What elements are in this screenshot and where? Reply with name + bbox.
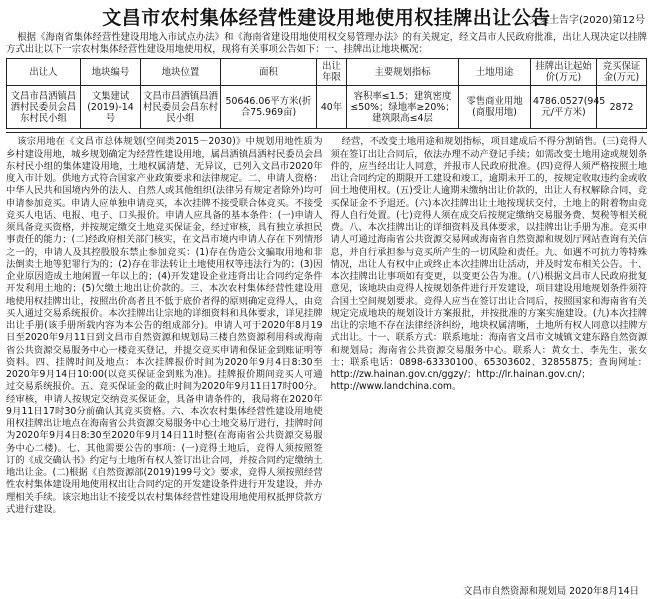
cell-deposit: 2872 [597, 86, 647, 129]
cell-grantor: 文昌市昌洒镇昌洒村民委员会昌东村民小组 [7, 86, 81, 129]
divider [6, 132, 647, 133]
table-header-cell: 挂牌出让起始价(万元) [531, 59, 597, 86]
right-column [331, 136, 648, 596]
header [6, 4, 647, 30]
body-paragraph: 该宗用地在《文昌市总体规划(空间类2015－2030)》中规划用地性质为乡村建设用地，城乡规划确定为经营性建设用地，属昌洒镇昌洒村民委员会昌东村民小组的集体建设用地，土地权属清楚、无异议，已列入文昌市2020年度入市计划。供地方式符合国家产业政策要求和法律规定。二、申请人资格：中华人民共和国境内外的法人、自然人或其他组织(法律另有规定者除外)均可申请参加竞买。申请人应单独申请竞买，本次挂牌不接受联合体竞买。不接受竞买人电话、电报、电子、口头报价。申请人应具备的基本条件：(一)申请人须具备竞买资格，并按规定缴交土地竞买保证金，经过审核，具有独立承担民事责任的能力；(二)经政府相关部门核实，在文昌市境内申请人存在下列情形之一的，申请人及其控股股东禁止参加竞买：(1)存在伪造公文骗取用地和非法倒卖土地等犯罪行为的；(2)存在非法转让土地使用权等违法行为的；(3)因企业原因造成土地闲置一年以上的；(4)开发建设企业违背出让合同约定条件开发利用土地的；(5)欠缴土地出让价款的。三、本次农村集体经营性建设用地使用权挂牌出让，按照出价高者且不低于底价者得的原则确定竞得人，由竞买人通过交易系统报价。本次挂牌出让宗地的详细资料和具体要求，详见挂牌出让手册(该手册所载内容为本公告的组成部分)。申请人可于2020年8月19日至2020年9月11日到文昌市自然资源和规划局三楼自然资源利用科或海南省公共资源交易服务中心一楼竞买登记，并提交竞买申请和保证金到账证明等资料。四、挂牌时间及地点：本次挂牌报价时间为2020年9月4日8:30至2020年9月14日10:00(以竞买保证金到账为准)。挂牌报价期间竞买人可通过交易系统报价。五、竞买保证金的截止时间为2020年9月11日17时00分。经审核，申请人按规定交纳竞买保证金，具备申请条件的，我局将在2020年9月11日17时30分前确认其竞买资格。六、本次农村集体经营性建设用地使用权挂牌出让地点在海南省公共资源交易服务中心土地交易厅进行，挂牌时间为2020年9月4日8:30至2020年9月14日11时整(在海南省公共资源交易服务中心二楼)。七、其他需要公告的事项：(一)竞得土地后，竞得人须按照签订的《成交确认书》约定与土地所有权人签订出让合同，并按合同约定缴纳土地出让金。(二)根据《自然资源部(2019)199号文》要求，竞得人须按照经营性农村集体建设用地使用权出让合同约定的开发建设条件进行开发建设，并办理相关手续。该宗地出让不接受以农村集体经营性建设用地使用权抵押贷款方式进行建设。 [6, 136, 323, 515]
body-columns [6, 136, 647, 596]
left-column [6, 136, 323, 596]
notice-number: 文集土告字(2020)第12号 [529, 15, 645, 26]
table-header-cell: 主要规划指标 [347, 59, 459, 86]
cell-area: 50646.06平方米(折合75.969亩) [221, 86, 317, 129]
signature-footer: 文昌市自然资源和规划局 2020年8月14日 [463, 586, 639, 597]
cell-parcel-code: 文集建试(2019)-14号 [81, 86, 141, 129]
intro-paragraph: 根据《海南省集体经营性建设用地入市试点办法》和《海南省建设用地使用权交易管理办法》的有关规定，经文昌市人民政府批准，出让人现决定以挂牌方式出让以下一宗农村集体经营性建设用地使用权，现将有关事项公告如下：一、挂牌出让地块概况： [6, 32, 647, 56]
cell-start-price: 4786.0527(945元/平方米) [531, 86, 597, 129]
body-paragraph: 经营，不改变土地用途和规划指标，项目建成后不得分割销售。(三)竞得人须在签订出让合同后，依法办理不动产登记手续；如需改变土地用途或规划条件的，应当经出让人同意，并报市人民政府批准。(四)竞得人须严格按照土地出让合同约定的期限开工建设和竣工，逾期未开工的，按规定收取违约金或收回土地使用权。(五)受让人逾期未缴纳出让价款的，出让人有权解除合同，竞买保证金不予退还。(六)本次挂牌出让土地按现状交付，土地上的附着物由竞得人自行处置。(七)竞得人须在成交后按规定缴纳交易服务费、契税等相关税费。八、本次挂牌出让的详细资料及具体要求，以挂牌出让手册为准。竞买申请人可通过海南省公共资源交易网或海南省自然资源和规划厅网站查询有关信息，并自行承担参与竞买所产生的一切风险和责任。九、如遇不可抗力等特殊情况，出让人有权中止或终止本次挂牌出让活动，并及时发布相关公告。十、本次挂牌出让事项如有变更，以变更公告为准。(八)根据文昌市人民政府批复意见，该地块由竞得人按规划条件进行开发建设，项目建设用地规划条件须符合国土空间规划要求。竞得人应当在签订出让合同后，按照国家和海南省有关规定完成地块的规划设计方案报批，并按批准的方案实施建设。(九)本次挂牌出让的宗地不存在法律经济纠纷，地块权属清晰，土地所有权人同意以挂牌方式出让。十一、联系方式：联系地址：海南省文昌市文城镇文建东路自然资源和规划局；海南省公共资源交易服务中心。联系人：黄女士、李先生、张女士；联系电话：0898-63330100、65303602、32855875；查询网址：http://zw.hainan.gov.cn/ggzy/；http://lr.hainan.gov.cn/；http://www.landchina.com。 [330, 136, 647, 393]
cell-planning-indicators: 容积率≤1.5；建筑密度≤50%；绿地率≥20%；建筑限高≤4层 [347, 86, 459, 129]
table-header-cell: 土地用途 [459, 59, 531, 86]
table-header-cell: 地块编号 [81, 59, 141, 86]
table-row [7, 86, 647, 129]
parcel-table [6, 58, 647, 129]
cell-term: 40年 [317, 86, 347, 129]
page-title: 文昌市农村集体经营性建设用地使用权挂牌出让公告 [102, 7, 551, 29]
table-header-cell: 面积 [221, 59, 317, 86]
table-header-cell: 出让人 [7, 59, 81, 86]
table-header-cell: 出让年限 [317, 59, 347, 86]
table-header-cell: 竞买保证金(万元) [597, 59, 647, 86]
table-header-row [7, 59, 647, 86]
cell-location: 文昌市昌洒镇昌洒村民委员会昌东村民小组 [141, 86, 221, 129]
table-header-cell: 地块位置 [141, 59, 221, 86]
cell-land-use: 零售商业用地(商服用地) [459, 86, 531, 129]
